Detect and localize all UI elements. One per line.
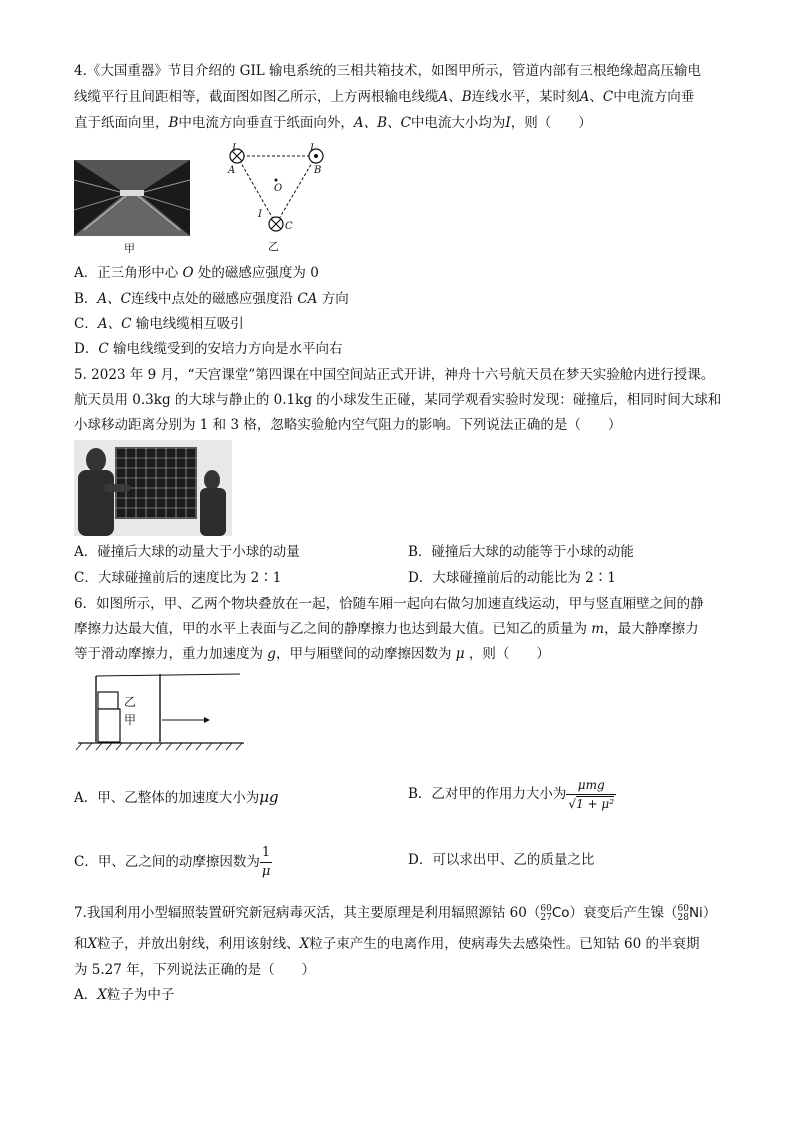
tunnel-photo xyxy=(74,160,190,236)
q5-text-line2: 航天员用 0.3kg 的大球与静止的 0.1kg 的小球发生正碰，某同学观看实验时发现：碰撞后，相同时间大球和 xyxy=(74,392,722,408)
q5-text-line3: 小球移动距离分别为 1 和 3 格，忽略实验舱内空气阻力的影响。下列说法正确的是（ ） xyxy=(74,417,622,433)
q4-text-line3: 直于纸面向里，B中电流方向垂直于纸面向外，A、B、C中电流大小均为I，则（ ） xyxy=(74,115,592,131)
q5-option-d: D．大球碰撞前后的动能比为 2∶1 xyxy=(408,570,616,586)
q5-option-c: C．大球碰撞前后的速度比为 2∶1 xyxy=(74,570,282,586)
fig-label-B: B xyxy=(314,165,322,176)
q4-option-a: A．正三角形中心 O 处的磁感应强度为 0 xyxy=(74,265,319,281)
fig-label-I2: I xyxy=(310,143,314,154)
fig-label-I3: I xyxy=(258,209,262,220)
q5-option-b: B．碰撞后大球的动能等于小球的动能 xyxy=(408,544,634,560)
q7-text-line1: 7.我国利用小型辐照装置研究新冠病毒灭活，其主要原理是利用辐照源钴 60（ 60 27 Co）衰变后产生镍（ 60 28 Ni） xyxy=(74,903,717,923)
q6-option-c: C．甲、乙之间的动摩擦因数为 $\frac{1}{\mu}$ xyxy=(74,845,271,879)
q6-text-line1: 6．如图所示，甲、乙两个物块叠放在一起，恰随车厢一起向右做匀加速直线运动，甲与竖直厢壁之间的静 xyxy=(74,596,704,612)
carriage-diagram xyxy=(74,668,250,758)
nickel-nuclide: 60 28 Ni xyxy=(677,903,703,923)
fig-label-jia: 甲 xyxy=(124,242,135,255)
q5-option-a: A．碰撞后大球的动量大于小球的动量 xyxy=(74,544,300,560)
q6-text-line3: 等于滑动摩擦力，重力加速度为 g，甲与厢壁间的动摩擦因数为 μ ，则（ ） xyxy=(74,646,550,662)
q4-option-d: D．C 输电线缆受到的安培力方向是水平向右 xyxy=(74,341,343,357)
q7-text-line3: 为 5.27 年，下列说法正确的是（ ） xyxy=(74,962,316,978)
q7-text-line2: 和X粒子，并放出射线，利用该射线、X粒子束产生的电离作用，使病毒失去感染性。已知钴 60 的半衰期 xyxy=(74,936,700,952)
sqrt-denominator: √1 + μ² xyxy=(568,797,615,811)
q6-option-a: A．甲、乙整体的加速度大小为μg xyxy=(74,788,279,806)
space-station-photo xyxy=(74,440,232,536)
q4-text-line2: 线缆平行且间距相等，截面图如图乙所示，上方两根输电线缆A、B连线水平，某时刻A、C中电流方向垂 xyxy=(74,89,695,105)
fig-label-A: A xyxy=(228,165,236,176)
cable-triangle-diagram xyxy=(220,140,340,260)
q6-option-b: B．乙对甲的作用力大小为 $\frac{\text{μmg}}{\text{√1 + μ²}}$ xyxy=(408,778,615,811)
q4-option-b: B．A、C连线中点处的磁感应强度沿 CA 方向 xyxy=(74,291,349,307)
q7-option-a: A．X粒子为中子 xyxy=(74,987,175,1003)
q5-text-line1: 5. 2023 年 9 月，“天宫课堂”第四课在中国空间站正式开讲，神舟十六号航天员在梦天实验舱内进行授课。 xyxy=(74,367,715,383)
q4-option-c: C．A、C 输电线缆相互吸引 xyxy=(74,316,244,332)
fig-label-O: O xyxy=(274,183,283,194)
q6-text-line2: 摩擦力达最大值，甲的水平上表面与乙之间的静摩擦力也达到最大值。已知乙的质量为 m，最大静摩擦力 xyxy=(74,621,699,637)
fig-label-jia-block: 甲 xyxy=(124,713,137,727)
fig-label-yi: 乙 xyxy=(268,240,279,253)
q4-text-line1: 4.《大国重器》节目介绍的 GIL 输电系统的三相共箱技术，如图甲所示，管道内部有三根绝缘超高压输电 xyxy=(74,63,702,79)
cobalt-nuclide: 60 27 Co xyxy=(540,903,570,923)
fig-label-yi-block: 乙 xyxy=(124,695,137,709)
q6-option-d: D．可以求出甲、乙的质量之比 xyxy=(408,852,595,868)
fig-label-I1: I xyxy=(232,143,236,154)
fig-label-C: C xyxy=(285,221,293,232)
